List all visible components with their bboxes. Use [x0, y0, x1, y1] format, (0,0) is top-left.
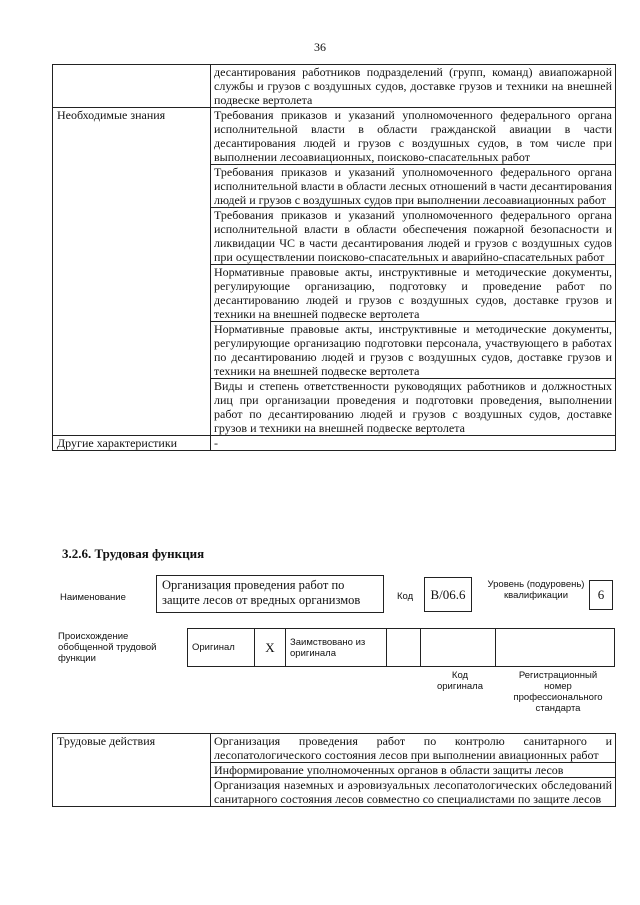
row-text: Требования приказов и указаний уполномоченного федерального органа исполнительной власти в области гражданской авиации в части десантирования людей и грузов с воздушных судов, в том числе при выполнении лесоавиационных, поисково-спасательных работ — [211, 108, 616, 165]
table-row — [188, 629, 615, 667]
actions-table — [52, 733, 616, 807]
code-label: Код — [397, 591, 414, 602]
requirements-table — [52, 64, 616, 451]
row-text: десантирования работников подразделений (групп, команд) авиапожарной службы и грузов с воздушных судов, доставке грузов и техники на внешней подвеске вертолета — [211, 65, 616, 108]
origin-table — [187, 628, 615, 667]
row-text: Нормативные правовые акты, инструктивные и методические документы, регулирующие организацию, подготовку и проведение работ по десантированию людей и грузов с воздушных судов, доставке грузов и техники на внешней подвеске вертолета — [211, 265, 616, 322]
table-row — [53, 436, 616, 451]
name-label: Наименование — [60, 592, 126, 603]
section-title: 3.2.6. Трудовая функция — [62, 546, 205, 561]
row-label-labor-actions: Трудовые действия — [53, 734, 211, 807]
original-mark: X — [255, 629, 286, 667]
level-label: Уровень (подуровень) квалификации — [487, 579, 585, 601]
code-original-label: Код оригинала — [436, 670, 483, 692]
table-row — [53, 65, 616, 108]
row-text: Нормативные правовые акты, инструктивные и методические документы, регулирующие организацию подготовки персонала, участвующего в работах по десантированию людей и грузов с воздушных судов, доставке грузов и техники на внешней подвеске вертолета — [211, 322, 616, 379]
original-label: Оригинал — [188, 629, 255, 667]
empty-cell — [387, 629, 421, 667]
level-value: 6 — [589, 580, 613, 610]
page-number: 36 — [314, 40, 326, 54]
row-label-necessary-knowledge: Необходимые знания — [53, 108, 211, 436]
code-value: B/06.6 — [424, 577, 472, 612]
row-text: Информирование уполномоченных органов в области защиты лесов — [211, 763, 616, 778]
row-text: - — [211, 436, 616, 451]
row-text: Требования приказов и указаний уполномоченного федерального органа исполнительной власти в области обеспечения пожарной безопасности и ликвидации ЧС в части десантирования людей и грузов с воздушных судов при осуществлении поисково-спасательных и аварийно-спасательных работ — [211, 208, 616, 265]
row-text: Организация проведения работ по контролю санитарного и лесопатологического состояния лесов при выполнении авиационных работ — [211, 734, 616, 763]
name-value: Организация проведения работ по защите лесов от вредных организмов — [156, 575, 384, 613]
code-original-cell — [421, 629, 496, 667]
origin-label: Происхождение обобщенной трудовой функции — [58, 631, 157, 664]
row-label — [53, 65, 211, 108]
row-text: Виды и степень ответственности руководящих работников и должностных лиц при организации проведения и подготовки проведения, выполнении работ по десантированию людей и грузов с воздушных судов, доставке грузов и техники на внешней подвеске вертолета — [211, 379, 616, 436]
row-label-other-characteristics: Другие характеристики — [53, 436, 211, 451]
borrowed-label: Заимствовано из оригинала — [286, 629, 387, 667]
table-row — [53, 108, 616, 165]
row-text: Требования приказов и указаний уполномоченного федерального органа исполнительной власти в области лесных отношений в части десантирования людей и грузов с воздушных судов при выполнении лесоавиационных работ — [211, 165, 616, 208]
row-text: Организация наземных и аэровизуальных лесопатологических обследований санитарного состояния лесов совместно со специалистами по защите лесов — [211, 778, 616, 807]
table-row — [53, 734, 616, 763]
reg-number-label: Регистрационный номер профессионального стандарта — [513, 670, 603, 714]
reg-number-cell — [496, 629, 615, 667]
